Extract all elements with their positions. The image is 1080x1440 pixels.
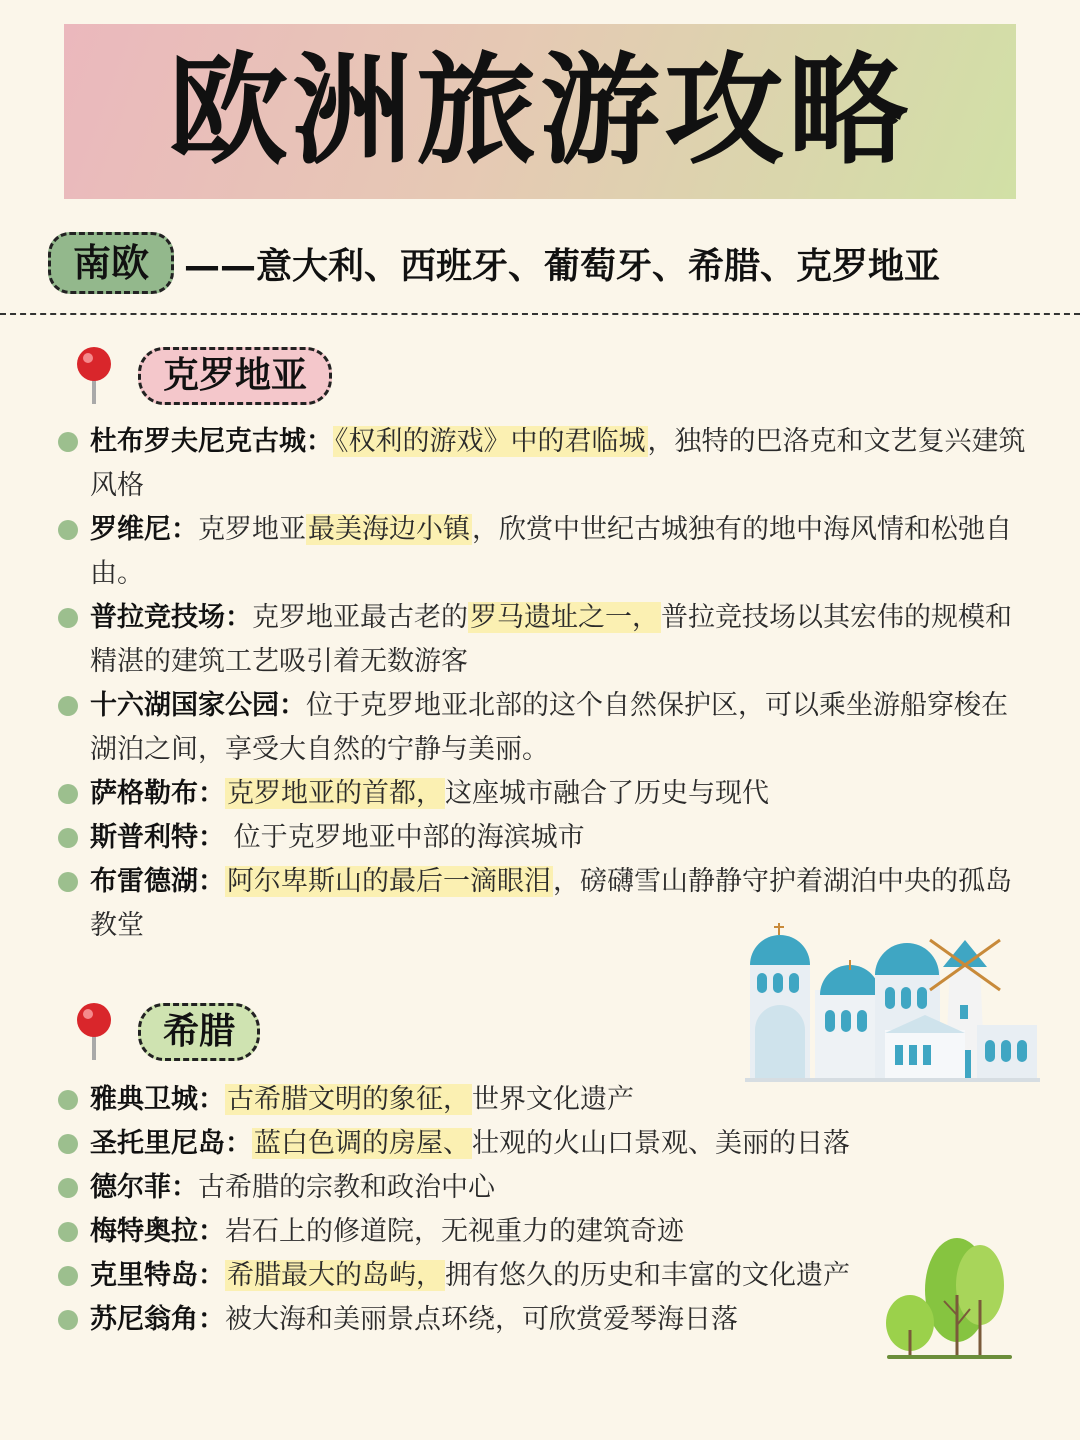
list-item: 布雷德湖：阿尔卑斯山的最后一滴眼泪，磅礴雪山静静守护着湖泊中央的孤岛教堂	[56, 860, 1026, 948]
bullet-dot	[58, 828, 78, 848]
list-item: 十六湖国家公园：位于克罗地亚北部的这个自然保护区，可以乘坐游船穿梭在湖泊之间，享受大自然的宁静与美丽。	[56, 684, 1026, 772]
map-pin-icon	[70, 1000, 118, 1064]
list-item: 普拉竞技场：克罗地亚最古老的罗马遗址之一，普拉竞技场以其宏伟的规模和精湛的建筑工艺吸引着无数游客	[56, 596, 1026, 684]
list-item: 苏尼翁角：被大海和美丽景点环绕，可欣赏爱琴海日落	[56, 1298, 896, 1342]
list-item: 杜布罗夫尼克古城：《权利的游戏》中的君临城，独特的巴洛克和文艺复兴建筑风格	[56, 420, 1026, 508]
bullet-dot	[58, 1178, 78, 1198]
section-header-greece	[70, 1000, 260, 1064]
list-item: 圣托里尼岛：蓝白色调的房屋、壮观的火山口景观、美丽的日落	[56, 1122, 896, 1166]
page-title: 欧洲旅游攻略	[168, 41, 912, 181]
bullet-dot	[58, 696, 78, 716]
title-banner	[64, 24, 1016, 199]
bullet-dot	[58, 872, 78, 892]
bullet-dot	[58, 432, 78, 452]
list-item: 梅特奥拉：岩石上的修道院，无视重力的建筑奇迹	[56, 1210, 896, 1254]
country-label-croatia: 克罗地亚	[138, 347, 332, 405]
list-item: 萨格勒布：克罗地亚的首都，这座城市融合了历史与现代	[56, 772, 1026, 816]
croatia-list	[56, 420, 1026, 948]
bullet-dot	[58, 1266, 78, 1286]
list-item: 克里特岛：希腊最大的岛屿，拥有悠久的历史和丰富的文化遗产	[56, 1254, 896, 1298]
region-header	[48, 232, 940, 294]
greece-list	[56, 1078, 896, 1342]
country-label-greece: 希腊	[138, 1003, 260, 1061]
greek-buildings-illustration	[745, 915, 1040, 1089]
trees-illustration	[882, 1235, 1017, 1369]
bullet-dot	[58, 520, 78, 540]
map-pin-icon	[70, 344, 118, 408]
section-header-croatia	[70, 344, 332, 408]
list-item: 德尔菲：古希腊的宗教和政治中心	[56, 1166, 896, 1210]
bullet-dot	[58, 1134, 78, 1154]
bullet-dot	[58, 1090, 78, 1110]
bullet-dot	[58, 784, 78, 804]
list-item: 雅典卫城：古希腊文明的象征，世界文化遗产	[56, 1078, 896, 1122]
region-label: 南欧	[48, 232, 174, 294]
bullet-dot	[58, 1222, 78, 1242]
bullet-dot	[58, 1310, 78, 1330]
bullet-dot	[58, 608, 78, 628]
divider	[0, 313, 1080, 315]
list-item: 斯普利特： 位于克罗地亚中部的海滨城市	[56, 816, 1026, 860]
list-item: 罗维尼：克罗地亚最美海边小镇，欣赏中世纪古城独有的地中海风情和松弛自由。	[56, 508, 1026, 596]
region-subtitle: ——意大利、西班牙、葡萄牙、希腊、克罗地亚	[184, 245, 941, 287]
